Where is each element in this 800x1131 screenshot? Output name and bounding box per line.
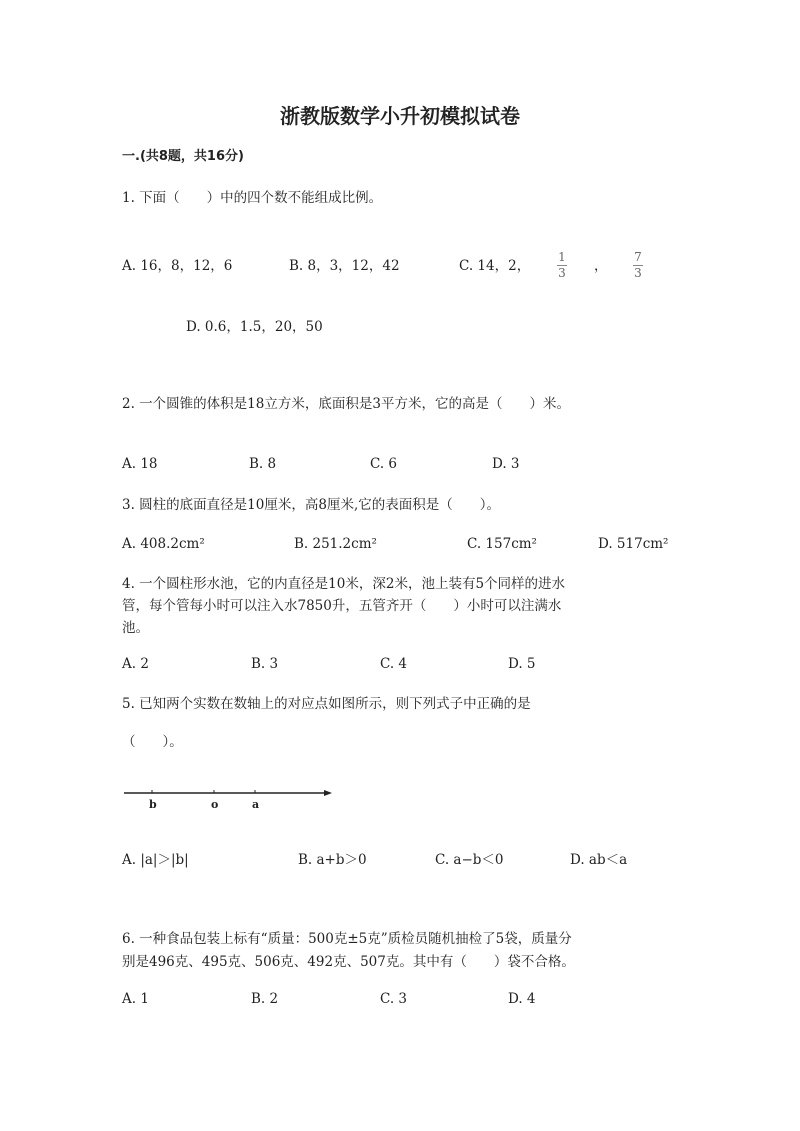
denominator: 3	[558, 266, 566, 280]
numerator: 7	[634, 250, 642, 264]
q1-separator: ，	[594, 258, 608, 274]
q6-stem-line1: 6. 一种食品包装上标有“质量：500克±5克”质检员随机抽检了5袋，质量分	[122, 931, 572, 947]
q6-option-b: B. 2	[251, 991, 279, 1007]
q3-stem: 3. 圆柱的底面直径是10厘米，高8厘米,它的表面积是（ ）。	[122, 497, 500, 513]
q5-option-d: D. ab＜a	[570, 852, 628, 868]
q5-stem-line1: 5. 已知两个实数在数轴上的对应点如图所示，则下列式子中正确的是	[122, 696, 531, 712]
q2-option-a: A. 18	[122, 456, 158, 472]
axis-label-o: o	[211, 798, 219, 811]
q1-stem: 1. 下面（ ）中的四个数不能组成比例。	[122, 190, 383, 206]
q4-option-c: C. 4	[380, 656, 408, 672]
q2-option-d: D. 3	[492, 456, 520, 472]
q2-option-c: C. 6	[370, 456, 398, 472]
q6-option-d: D. 4	[508, 991, 536, 1007]
q1-fraction-7-3	[633, 251, 643, 280]
page-title: 浙教版数学小升初模拟试卷	[280, 104, 520, 128]
q6-option-a: A. 1	[122, 991, 149, 1007]
q5-option-c: C. a−b＜0	[435, 852, 504, 868]
q3-option-a: A. 408.2cm²	[122, 536, 205, 552]
q4-option-d: D. 5	[508, 656, 536, 672]
numerator: 1	[558, 250, 566, 264]
denominator: 3	[634, 266, 642, 280]
q1-option-a: A. 16，8，12，6	[122, 258, 233, 274]
q3-option-b: B. 251.2cm²	[294, 536, 377, 552]
q6-option-c: C. 3	[380, 991, 408, 1007]
q6-stem-line2: 别是496克、495克、506克、492克、507克。其中有（ ）袋不合格。	[122, 954, 575, 970]
q3-option-d: D. 517cm²	[598, 536, 669, 552]
q5-stem-line2: （ ）。	[122, 734, 183, 750]
q2-stem: 2. 一个圆锥的体积是18立方米，底面积是3平方米，它的高是（ ）米。	[122, 396, 570, 412]
q5-option-a: A. |a|＞|b|	[122, 852, 189, 868]
q4-stem-line1: 4. 一个圆柱形水池，它的内直径是10米，深2米，池上装有5个同样的进水	[122, 576, 566, 592]
q4-stem-line3: 池。	[122, 620, 149, 636]
q4-stem-line2: 管，每个管每小时可以注入水7850升，五管齐开（ ）小时可以注满水	[122, 598, 562, 614]
q4-option-a: A. 2	[122, 656, 149, 672]
q2-option-b: B. 8	[249, 456, 277, 472]
section-header: 一.(共8题，共16分)	[122, 149, 244, 164]
axis-label-b: b	[149, 798, 157, 811]
q3-option-c: C. 157cm²	[467, 536, 537, 552]
q1-option-b: B. 8，3，12，42	[289, 258, 400, 274]
q1-option-d: D. 0.6，1.5，20，50	[186, 319, 323, 335]
q4-option-b: B. 3	[251, 656, 279, 672]
axis-label-a: a	[252, 798, 260, 811]
q1-option-c: C. 14，2，	[459, 258, 531, 274]
q5-option-b: B. a+b＞0	[298, 852, 367, 868]
q1-fraction-1-3	[557, 251, 567, 280]
